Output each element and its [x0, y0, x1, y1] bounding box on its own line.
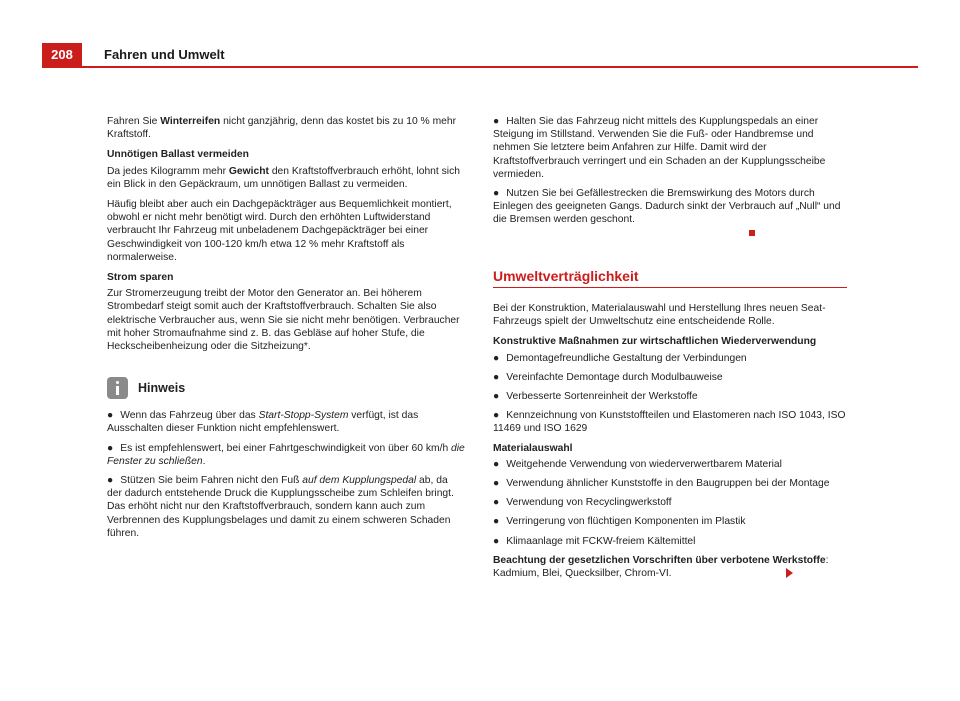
- prohibited-materials-paragraph: Beachtung der gesetzlichen Vorschriften über verbotene Werkstoffe: Kadmium, Blei, Quecksilber, Chrom-VI.: [493, 554, 829, 580]
- construction-heading: Konstruktive Maßnahmen zur wirtschaftlichen Wiederverwendung: [493, 336, 817, 348]
- hint-bullet-start-stop: ● Wenn das Fahrzeug über das Start-Stopp-System verfügt, ist das Ausschalten dieser Funktion nicht empfehlenswert.: [107, 410, 419, 435]
- roof-rack-paragraph: Häufig bleibt aber auch ein Dachgepäckträger aus Bequemlichkeit montiert, obwohl er nicht mehr benötigt wird. Durch den erhöhten Luftwiderstand verbraucht Ihr Fahrzeug mit unbeladenem Dachgepäckträger bei einer Geschwindigkeit von 100-120 km/h etwa 12 % mehr Kraftstoff als normalerweise.: [107, 199, 452, 263]
- info-icon: [107, 377, 128, 399]
- section-heading-environment: Umweltverträglichkeit: [493, 270, 847, 288]
- bullet-engine-brake: ● Nutzen Sie bei Gefällestrecken die Bremswirkung des Motors durch Einlegen des geeigneten Gangs. Dadurch sinkt der Verbrauch auf „Null“ und die Bremsen werden geschont.: [493, 187, 851, 240]
- power-saving-heading: Strom sparen: [107, 272, 174, 284]
- chapter-title: Fahren und Umwelt: [104, 47, 225, 62]
- header-rule: [42, 66, 918, 68]
- hint-title: Hinweis: [138, 380, 186, 395]
- list-item: ● Klimaanlage mit FCKW-freiem Kältemittel: [493, 535, 696, 547]
- ballast-paragraph: Da jedes Kilogramm mehr Gewicht den Kraftstoffverbrauch erhöht, lohnt sich ein Blick in den Gepäckraum, um unnötigen Ballast zu vermeiden.: [107, 165, 460, 190]
- continue-arrow-icon: [786, 568, 793, 578]
- list-item: ● Verringerung von flüchtigen Komponenten im Plastik: [493, 516, 746, 528]
- material-heading: Materialauswahl: [493, 442, 573, 454]
- hint-header: [107, 377, 465, 399]
- section-end-marker: [749, 230, 755, 236]
- list-item: ● Demontagefreundliche Gestaltung der Verbindungen: [493, 352, 747, 364]
- left-column: [107, 115, 465, 546]
- power-saving-paragraph: Zur Stromerzeugung treibt der Motor den Generator an. Bei höherem Strombedarf steigt somit auch der Kraftstoffverbrauch. Schalten Sie also elektrische Verbraucher aus, wenn Sie sie nicht mehr benötigen. Verbraucher mit hoher Stromaufnahme sind z. B. das Gebläse auf hoher Stufe, die Heckscheibenheizung oder die Sitzheizung*.: [107, 288, 460, 353]
- winter-tires-paragraph: Fahren Sie Winterreifen nicht ganzjährig, denn das kostet bis zu 10 % mehr Kraftstoff.: [107, 116, 457, 141]
- list-item: ● Verwendung ähnlicher Kunststoffe in den Baugruppen bei der Montage: [493, 478, 830, 490]
- hint-bullet-windows: ● Es ist empfehlenswert, bei einer Fahrtgeschwindigkeit von über 60 km/h die Fenster zu schließen.: [107, 442, 465, 467]
- page-number: 208: [42, 43, 82, 66]
- bullet-clutch-hill: ● Halten Sie das Fahrzeug nicht mittels des Kupplungspedals an einer Steigung im Stillstand. Verwenden Sie die Fuß- oder Handbremse und nehmen Sie letztere beim Anfahren zur Hilfe. Damit wird der Kraftstoffverbrauch verringert und ein Schaden an der Kupplungsscheibe vermieden.: [493, 116, 826, 180]
- list-item: ● Verwendung von Recyclingwerkstoff: [493, 497, 672, 509]
- list-item: ● Kennzeichnung von Kunststoffteilen und Elastomeren nach ISO 1043, ISO 11469 und ISO 1629: [493, 410, 846, 435]
- list-item: ● Verbesserte Sortenreinheit der Werkstoffe: [493, 391, 698, 403]
- environment-intro: Bei der Konstruktion, Materialauswahl und Herstellung Ihres neuen Seat-Fahrzeugs spielt der Umweltschutz eine entscheidende Rolle.: [493, 303, 826, 328]
- list-item: ● Vereinfachte Demontage durch Modulbauweise: [493, 371, 723, 383]
- hint-bullet-clutch-pedal: ● Stützen Sie beim Fahren nicht den Fuß auf dem Kupplungspedal ab, da der dadurch entstehende Druck die Kupplungsscheibe zum Schleifen bringt. Das erhöht nicht nur den Kraftstoffverbrauch, sondern kann auch zum Verbrennen des Kupplungsbelages und damit zu einem schweren Schaden führen.: [107, 475, 454, 539]
- ballast-heading: Unnötigen Ballast vermeiden: [107, 149, 249, 161]
- right-column: [493, 115, 851, 587]
- list-item: ● Weitgehende Verwendung von wiederverwertbarem Material: [493, 458, 782, 470]
